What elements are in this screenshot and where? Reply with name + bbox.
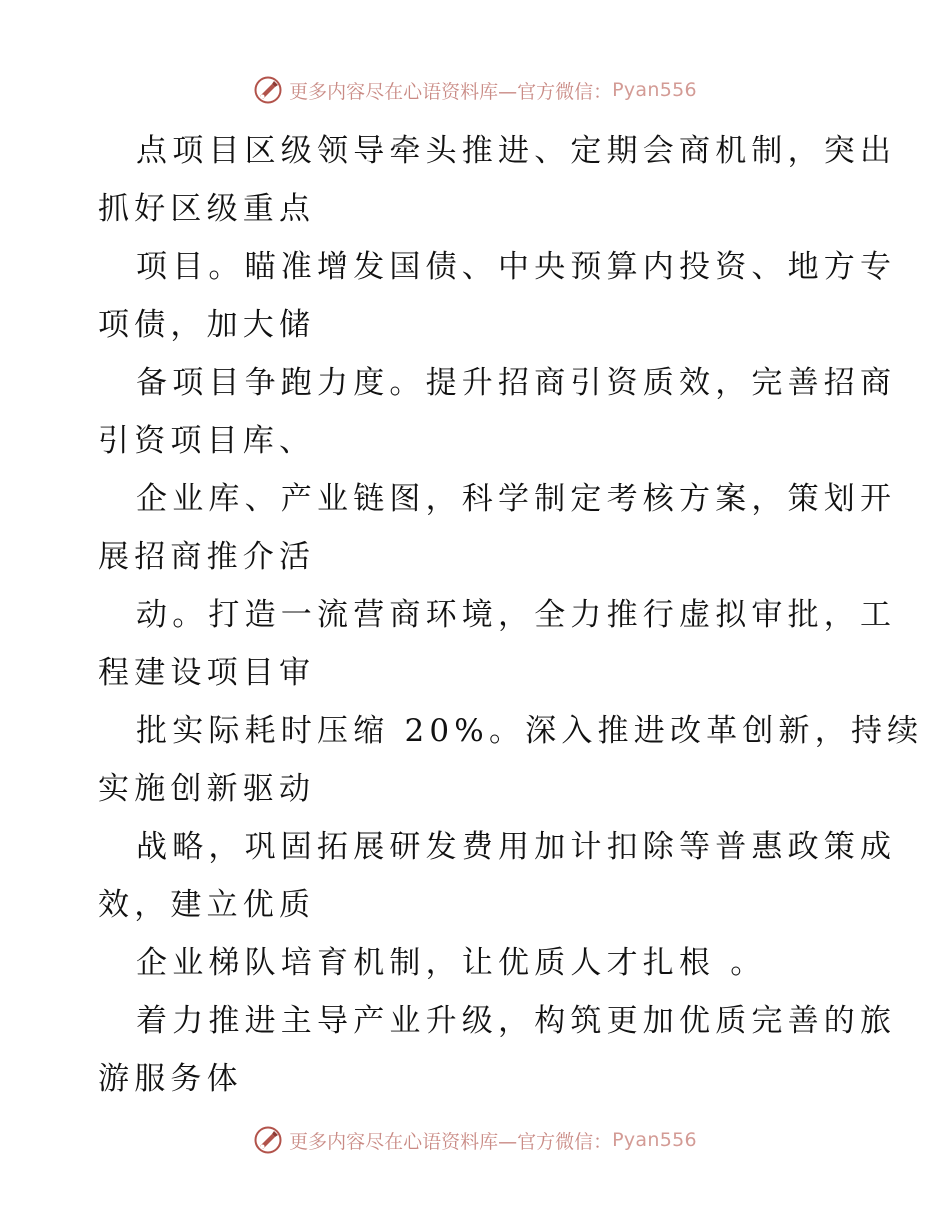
paragraph-line: 备项目争跑力度。提升招商引资质效，完善招商: [136, 365, 897, 401]
paragraph-line: 点项目区级领导牵头推进、定期会商机制，突出: [136, 133, 897, 169]
paragraph: [98, 702, 924, 818]
paragraph-line: 程建设项目审: [98, 655, 316, 691]
paragraph-line: 效，建立优质: [98, 887, 316, 923]
watermark-text: 更多内容尽在心语资料库—官方微信：: [289, 1130, 613, 1153]
watermark-account: Pyan556: [612, 1129, 697, 1151]
paragraph-line: 项目。瞄准增发国债、中央预算内投资、地方专: [136, 249, 897, 285]
paragraph: [98, 238, 897, 354]
paragraph-line: 企业梯队培育机制，让优质人才扎根 。: [136, 945, 767, 981]
paragraph-line: 战略，巩固拓展研发费用加计扣除等普惠政策成: [136, 829, 897, 865]
paragraph-line: 抓好区级重点: [98, 191, 316, 227]
paragraph-line: 项债，加大储: [98, 307, 316, 343]
paragraph: [98, 818, 897, 934]
watermark-text: 更多内容尽在心语资料库—官方微信：: [289, 80, 613, 103]
pen-logo-icon: [253, 75, 283, 105]
paragraph-line: 引资项目库、: [98, 423, 316, 459]
paragraph-line: 实施创新驱动: [98, 771, 316, 807]
paragraph-line: 着力推进主导产业升级，构筑更加优质完善的旅: [136, 1003, 897, 1039]
header-watermark: [0, 70, 950, 110]
paragraph-line: 动。打造一流营商环境，全力推行虚拟审批，工: [136, 597, 897, 633]
paragraph: [98, 122, 897, 238]
paragraph-line: 批实际耗时压缩 20%。深入推进改革创新，持续: [136, 713, 924, 749]
paragraph: [98, 934, 858, 992]
footer-watermark: [0, 1120, 950, 1160]
watermark-account: Pyan556: [612, 79, 697, 101]
paragraph-line: 展招商推介活: [98, 539, 316, 575]
paragraph: [98, 992, 897, 1108]
pen-logo-icon: [253, 1125, 283, 1155]
document-body: [98, 122, 924, 1108]
paragraph: [98, 586, 897, 702]
paragraph: [98, 354, 897, 470]
paragraph-line: 游服务体: [98, 1061, 243, 1097]
paragraph-line: 企业库、产业链图，科学制定考核方案，策划开: [136, 481, 897, 517]
paragraph: [98, 470, 897, 586]
